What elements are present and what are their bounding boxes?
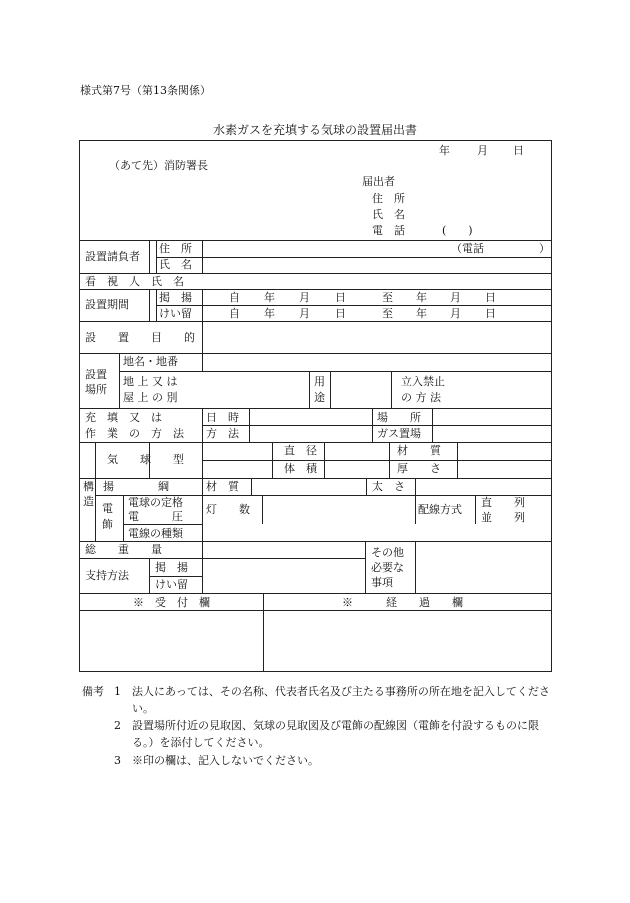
gas-storage-label: ガス置場 bbox=[377, 427, 421, 440]
period-raise-from-day: 日 bbox=[335, 291, 346, 304]
filling-method-label: 方 法 bbox=[206, 427, 239, 440]
requester-label: 設置請負者 bbox=[85, 250, 140, 263]
support-moor-label: けい留 bbox=[155, 578, 188, 591]
notification-form bbox=[79, 140, 552, 672]
wiring-method-label: 配線方式 bbox=[418, 503, 462, 516]
period-raise-to: 至 bbox=[382, 291, 393, 304]
addressee: （あて先）消防署長 bbox=[109, 159, 208, 172]
other-label-3: 事項 bbox=[371, 576, 393, 589]
period-moor-to-year: 年 bbox=[416, 307, 427, 320]
notifier-phone-label: 電 話 bbox=[372, 224, 405, 237]
ground-roof-label-1: 地 上 又 は bbox=[123, 375, 178, 388]
series-label: 直 列 bbox=[481, 496, 525, 509]
requester-address-label: 住 所 bbox=[159, 242, 192, 255]
use-label-2: 途 bbox=[314, 391, 325, 404]
purpose-label: 設 置 目 的 bbox=[85, 331, 195, 344]
balloon-material-label: 材 質 bbox=[397, 444, 441, 457]
period-raise-label: 掲 揚 bbox=[159, 291, 192, 304]
watchman-label: 看 視 人 氏 名 bbox=[85, 275, 184, 288]
date-day: 日 bbox=[513, 144, 524, 157]
parallel-label: 並 列 bbox=[481, 511, 525, 524]
reception-label: ※ 受 付 欄 bbox=[133, 596, 210, 609]
notifier-phone-paren: ( ) bbox=[442, 224, 473, 237]
period-moor-from: 自 bbox=[229, 307, 240, 320]
note-number: 2 bbox=[114, 719, 121, 732]
deco-label-1: 電 bbox=[102, 502, 113, 515]
filling-label-1: 充 填 又 は bbox=[85, 411, 162, 424]
period-raise-to-month: 月 bbox=[450, 291, 461, 304]
period-raise-from-year: 年 bbox=[264, 291, 275, 304]
notifier-name-label: 氏 名 bbox=[372, 208, 405, 221]
balloon-thickness-label: 厚 さ bbox=[397, 462, 441, 475]
document-title: 水素ガスを充填する気球の設置届出書 bbox=[212, 123, 417, 137]
date-month: 月 bbox=[477, 144, 488, 157]
period-raise-from: 自 bbox=[229, 291, 240, 304]
period-moor-from-day: 日 bbox=[335, 307, 346, 320]
wire-type-label: 電線の種類 bbox=[128, 527, 183, 540]
progress-label: ※ 経 過 欄 bbox=[342, 596, 463, 609]
period-raise-from-month: 月 bbox=[299, 291, 310, 304]
total-weight-label: 総 重 量 bbox=[85, 543, 162, 556]
period-raise-to-year: 年 bbox=[416, 291, 427, 304]
diameter-label: 直 径 bbox=[284, 444, 317, 457]
period-moor-label: けい留 bbox=[159, 307, 192, 320]
filling-datetime-label: 日 時 bbox=[206, 411, 239, 424]
cable-material-label: 材 質 bbox=[206, 480, 239, 493]
ground-roof-label-2: 屋 上 の 別 bbox=[123, 391, 178, 404]
notes-heading: 備考 bbox=[82, 685, 104, 698]
requester-name-label: 氏 名 bbox=[159, 258, 192, 271]
use-label-1: 用 bbox=[314, 375, 325, 388]
location-label-2: 場所 bbox=[85, 383, 107, 396]
note-number: 1 bbox=[114, 685, 121, 698]
location-label-1: 設置 bbox=[85, 368, 107, 381]
balloon-type-label: 気 球 型 bbox=[107, 453, 184, 466]
support-raise-label: 掲 揚 bbox=[155, 561, 188, 574]
structure-label-1: 構 bbox=[83, 480, 94, 493]
restrict-label-2: の 方 法 bbox=[401, 391, 441, 404]
cable-label: 揚 綱 bbox=[103, 480, 169, 493]
period-moor-to-month: 月 bbox=[450, 307, 461, 320]
filling-label-2: 作 業 の 方 法 bbox=[85, 427, 184, 440]
bulb-rating-label-2: 電 圧 bbox=[128, 510, 183, 523]
period-raise-to-day: 日 bbox=[485, 291, 496, 304]
bulb-rating-label-1: 電球の定格 bbox=[128, 496, 183, 509]
requester-phone-note: （電話 ） bbox=[451, 242, 550, 255]
location-address-label: 地名・地番 bbox=[123, 355, 178, 368]
deco-label-2: 飾 bbox=[102, 518, 113, 531]
date-year: 年 bbox=[439, 144, 450, 157]
notifier-address-label: 住 所 bbox=[372, 192, 405, 205]
note-number: 3 bbox=[114, 754, 121, 767]
note-text: ※印の欄は、記入しないでください。 bbox=[132, 754, 319, 767]
form-grid bbox=[79, 140, 552, 672]
other-label-2: 必要な bbox=[371, 561, 404, 574]
support-method-label: 支持方法 bbox=[85, 569, 129, 582]
cable-thickness-label: 太 さ bbox=[372, 480, 405, 493]
lamp-count-label: 灯 数 bbox=[206, 503, 250, 516]
filling-place-label: 場 所 bbox=[377, 411, 421, 424]
other-label-1: その他 bbox=[371, 546, 404, 559]
volume-label: 体 積 bbox=[284, 462, 317, 475]
period-moor-to-day: 日 bbox=[485, 307, 496, 320]
notifier-label: 届出者 bbox=[362, 175, 395, 188]
structure-label-2: 造 bbox=[83, 495, 94, 508]
restrict-label-1: 立入禁止 bbox=[401, 375, 445, 388]
period-moor-from-month: 月 bbox=[299, 307, 310, 320]
note-text: 設置場所付近の見取図、気球の見取図及び電飾の配線図（電飾を付設するものに限る。）を添付してください。 bbox=[132, 719, 539, 749]
period-moor-to: 至 bbox=[382, 307, 393, 320]
period-moor-from-year: 年 bbox=[264, 307, 275, 320]
note-text: 法人にあっては、その名称、代表者氏名及び主たる事務所の所在地を記入してください。 bbox=[132, 685, 550, 715]
period-label: 設置期間 bbox=[85, 298, 129, 311]
form-number: 様式第7号（第13条関係） bbox=[80, 84, 211, 97]
